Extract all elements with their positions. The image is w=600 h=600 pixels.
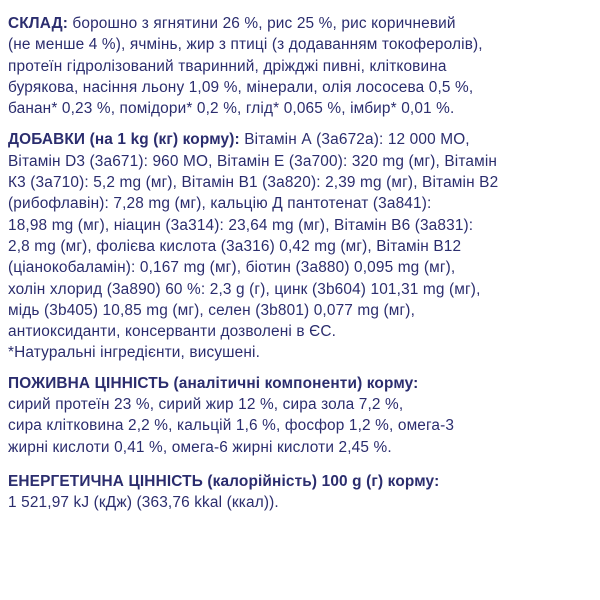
composition-line-2: (не менше 4 %), ячмінь, жир з птиці (з додаванням токоферолів),	[8, 36, 483, 54]
additives-line-6: 2,8 mg (мг), фолієва кислота (3а316) 0,42 mg (мг), Вітамін В12	[8, 237, 462, 255]
additives-heading: ДОБАВКИ (на 1 kg (кг) корму):	[8, 131, 240, 149]
energy-value: 1 521,97 kJ (кДж) (363,76 kkal (ккал)).	[8, 494, 279, 512]
nutrition-line-3: жирні кислоти 0,41 %, омега-6 жирні кислоти 2,45 %.	[8, 438, 392, 456]
additives-line-4: (рибофлавін): 7,28 mg (мг), кальцію Д пантотенат (3а841):	[8, 195, 432, 213]
additives-line-10: антиоксиданти, консерванти дозволені в ЄС.	[8, 323, 337, 341]
additives-line-3: К3 (3а710): 5,2 mg (мг), Вітамін В1 (3а820): 2,39 mg (мг), Вітамін В2	[8, 174, 499, 192]
composition-line-5: банан* 0,23 %, помідори* 0,2 %, глід* 0,065 %, імбир* 0,01 %.	[8, 100, 455, 118]
composition-section	[8, 13, 596, 119]
additives-section	[8, 129, 596, 363]
nutrition-section	[8, 373, 596, 458]
composition-line-4: бурякова, насіння льону 1,09 %, мінерали, олія лососева 0,5 %,	[8, 78, 474, 96]
composition-line-3: протеїн гідролізований тваринний, дріжджі пивні, клітковина	[8, 57, 447, 75]
energy-heading: ЕНЕРГЕТИЧНА ЦІННІСТЬ (калорійність) 100 g (г) корму:	[8, 472, 440, 490]
additives-line-5: 18,98 mg (мг), ніацин (3а314): 23,64 mg (мг), Вітамін В6 (3а831):	[8, 216, 474, 234]
additives-text: Вітамін А (3а672а): 12 000 МО,	[239, 131, 470, 149]
energy-section	[8, 471, 596, 514]
natural-ingredients-note: *Натуральні інгредієнти, висушені.	[8, 344, 261, 362]
composition-heading: СКЛАД:	[8, 15, 68, 32]
ingredients-label	[8, 13, 596, 514]
additives-line-7: (ціанокобаламін): 0,167 mg (мг), біотин (3а880) 0,095 mg (мг),	[8, 259, 456, 277]
additives-line-8: холін хлорид (3а890) 60 %: 2,3 g (г), цинк (3b604) 101,31 mg (мг),	[8, 280, 481, 298]
composition-line-1	[8, 13, 596, 34]
composition-text: борошно з ягнятини 26 %, рис 25 %, рис коричневий	[67, 15, 456, 32]
nutrition-line-1: сирий протеїн 23 %, сирий жир 12 %, сира зола 7,2 %,	[8, 396, 404, 414]
additives-line-2: Вітамін D3 (3а671): 960 МО, Вітамін Е (3а700): 320 mg (мг), Вітамін	[8, 152, 498, 170]
nutrition-line-2: сира клітковина 2,2 %, кальцій 1,6 %, фосфор 1,2 %, омега-3	[8, 417, 455, 435]
additives-line-9: мідь (3b405) 10,85 mg (мг), селен (3b801) 0,077 mg (мг),	[8, 301, 415, 319]
nutrition-heading: ПОЖИВНА ЦІННІСТЬ (аналітичні компоненти) корму:	[8, 374, 419, 392]
additives-line-1	[8, 129, 596, 150]
